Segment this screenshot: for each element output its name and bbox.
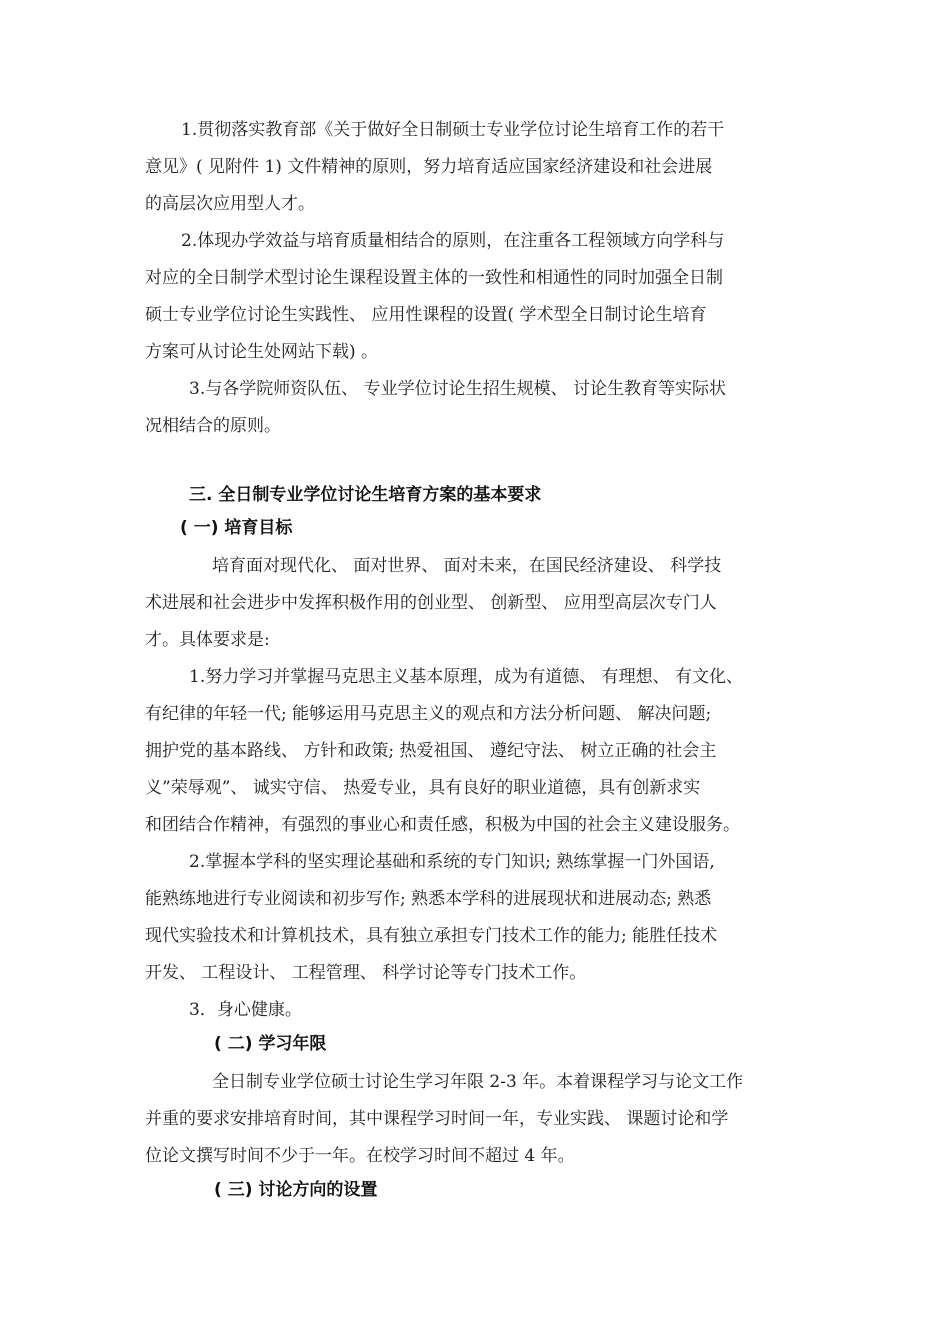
- subsection-3-heading: ( 三) 讨论方向的设置: [214, 1180, 378, 1200]
- goal-item-3-line-1: 3．身心健康。: [189, 1000, 302, 1020]
- goal-item-1-line-1: 1.努力学习并掌握马克思主义基本原理，成为有道德、 有理想、 有文化、: [189, 667, 744, 687]
- section-3-heading: 三. 全日制专业学位讨论生培育方案的基本要求: [189, 485, 542, 505]
- goal-item-2-line-4: 开发、 工程设计、 工程管理、 科学讨论等专门技术工作。: [145, 963, 587, 983]
- principle-1-line-2: 意见》( 见附件 1) 文件精神的原则，努力培育适应国家经济建设和社会进展: [145, 157, 713, 177]
- principle-2-line-3: 硕士专业学位讨论生实践性、 应用性课程的设置( 学术型全日制讨论生培育: [145, 305, 707, 325]
- goal-intro-line-2: 术进展和社会进步中发挥积极作用的创业型、 创新型、 应用型高层次专门人: [145, 593, 717, 613]
- principle-1-line-1: 1.贯彻落实教育部《关于做好全日制硕士专业学位讨论生培育工作的若干: [181, 120, 725, 140]
- goal-intro-line-3: 才。具体要求是:: [145, 630, 270, 650]
- goal-item-1-line-2: 有纪律的年轻一代; 能够运用马克思主义的观点和方法分析问题、 解决问题;: [145, 704, 712, 724]
- duration-line-1: 全日制专业学位硕士讨论生学习年限 2-3 年。本着课程学习与论文工作: [212, 1072, 744, 1092]
- principle-2-line-4: 方案可从讨论生处网站下载) 。: [145, 342, 379, 362]
- goal-item-2-line-1: 2.掌握本学科的坚实理论基础和系统的专门知识; 熟练掌握一门外国语,: [189, 852, 715, 872]
- goal-item-2-line-2: 能熟练地进行专业阅读和初步写作; 熟悉本学科的进展现状和进展动态; 熟悉: [145, 889, 712, 909]
- principle-1-line-3: 的高层次应用型人才。: [145, 194, 315, 214]
- goal-item-1-line-5: 和团结合作精神，有强烈的事业心和责任感，积极为中国的社会主义建设服务。: [145, 815, 740, 835]
- principle-2-line-1: 2.体现办学效益与培育质量相结合的原则，在注重各工程领域方向学科与: [181, 231, 725, 251]
- goal-intro-line-1: 培育面对现代化、 面对世界、 面对未来，在国民经济建设、 科学技: [212, 556, 722, 576]
- subsection-1-heading: ( 一) 培育目标: [180, 518, 293, 538]
- subsection-2-heading: ( 二) 学习年限: [214, 1034, 327, 1054]
- principle-2-line-2: 对应的全日制学术型讨论生课程设置主体的一致性和相通性的同时加强全日制: [145, 268, 723, 288]
- principle-3-line-2: 况相结合的原则。: [145, 416, 281, 436]
- duration-line-3: 位论文撰写时间不少于一年。在校学习时间不超过 4 年。: [145, 1146, 575, 1166]
- goal-item-2-line-3: 现代实验技术和计算机技术，具有独立承担专门技术工作的能力; 能胜任技术: [145, 926, 718, 946]
- duration-line-2: 并重的要求安排培育时间，其中课程学习时间一年，专业实践、 课题讨论和学: [145, 1109, 729, 1129]
- goal-item-1-line-3: 拥护党的基本路线、 方针和政策; 热爱祖国、 遵纪守法、 树立正确的社会主: [145, 741, 717, 761]
- principle-3-line-1: 3.与各学院师资队伍、 专业学位讨论生招生规模、 讨论生教育等实际状: [189, 379, 727, 399]
- goal-item-1-line-4: 义”荣辱观”、 诚实守信、 热爱专业，具有良好的职业道德，具有创新求实: [145, 778, 701, 798]
